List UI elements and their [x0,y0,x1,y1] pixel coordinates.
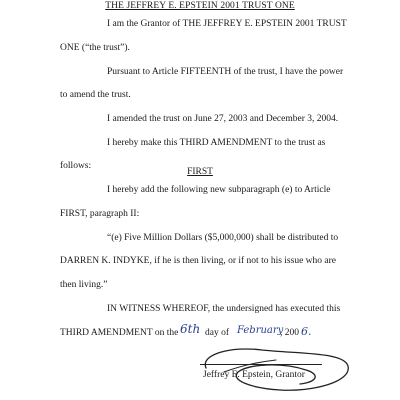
paragraph-third-amendment-line-1: I hereby make this THIRD AMENDMENT to the trust as [107,138,326,148]
document-title: THE JEFFREY E. EPSTEIN 2001 TRUST ONE [105,1,295,11]
signature-caption: Jeffrey E. Epstein, Grantor [203,370,305,380]
subparagraph-e-line-3: then living.” [60,280,108,290]
paragraph-power-line-2: to amend the trust. [60,90,131,100]
witness-line-2-prefix: THIRD AMENDMENT on the [60,328,179,338]
paragraph-add-subparagraph-line-2: FIRST, paragraph II: [60,209,140,219]
witness-line-1: IN WITNESS WHEREOF, the undersigned has executed this [107,304,341,314]
handwritten-year-digit: 6. [301,325,312,338]
paragraph-grantor-line-1: I am the Grantor of THE JEFFREY E. EPSTEIN 2001 TRUST [107,19,347,29]
handwritten-day: 6th [180,322,201,336]
subparagraph-e-line-1: “(e) Five Million Dollars ($5,000,000) shall be distributed to [107,233,339,243]
paragraph-grantor-line-2: ONE (“the trust”). [60,43,130,53]
witness-line-2-year-prefix: , 200 [280,328,299,338]
paragraph-amended-dates: I amended the trust on June 27, 2003 and December 3, 2004. [107,114,339,124]
section-heading-first: FIRST [187,167,213,177]
handwritten-month: February [237,325,284,336]
paragraph-add-subparagraph-line-1: I hereby add the following new subparagraph (e) to Article [107,185,331,195]
witness-line-2-day-of: day of [205,328,230,338]
paragraph-power-line-1: Pursuant to Article FIFTEENTH of the trust, I have the power [107,67,344,77]
subparagraph-e-line-2: DARREN K. INDYKE, if he is then living, or if not to his issue who are [60,256,336,266]
paragraph-third-amendment-line-2: follows: [60,161,92,171]
